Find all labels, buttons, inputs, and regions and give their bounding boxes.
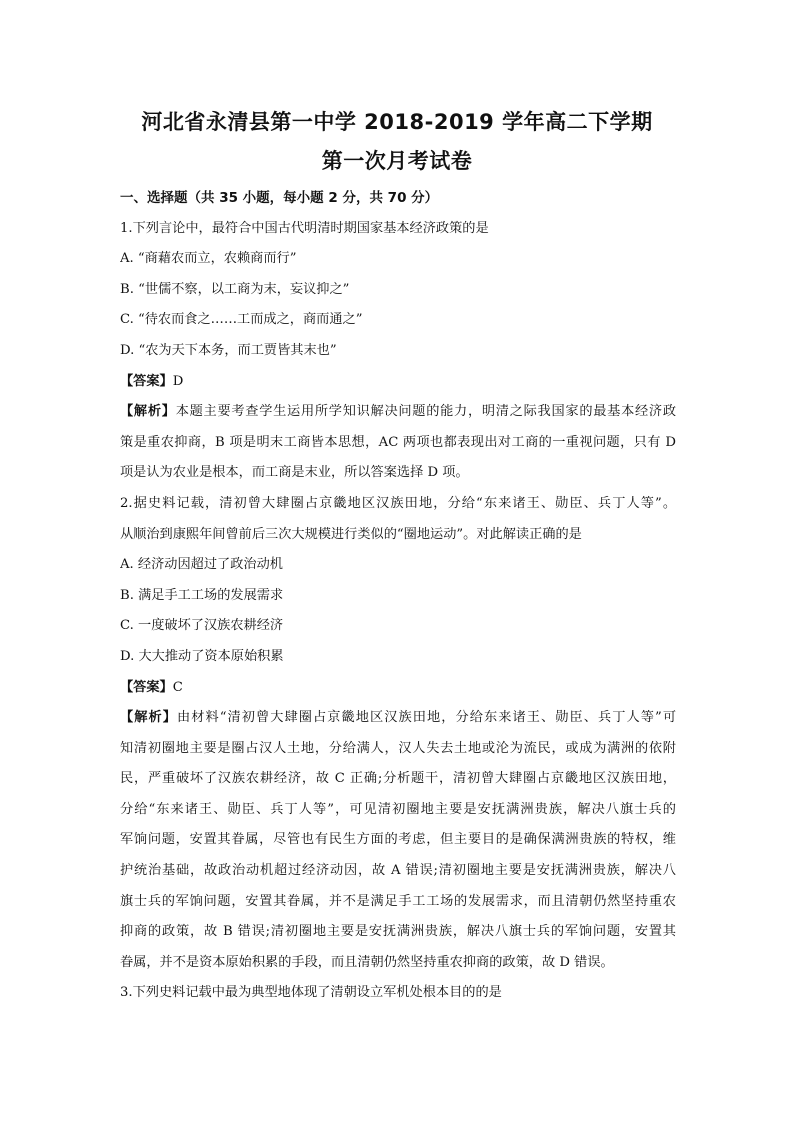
question-2-option-d: D. 大大推动了资本原始积累 — [120, 648, 284, 664]
question-1-option-b: B. “世儒不察，以工商为末，妄议抑之” — [120, 281, 350, 297]
question-1-option-c: C. “待农而食之……工而成之，商而通之” — [120, 312, 363, 328]
question-2-analysis-line: 眷属，并不是资本原始积累的手段，而且清朝仍然坚持重农抑商的政策，故 D 错误。 — [120, 954, 614, 970]
question-2-analysis-line: 分给“东来诸王、勋臣、兵丁人等”，可见清初圈地主要是安抚满洲贵族，解决八旗士兵的 — [120, 801, 676, 817]
section-heading: 一、选择题（共 35 小题，每小题 2 分，共 70 分） — [120, 190, 439, 206]
document-body — [120, 183, 676, 1009]
analysis-label: 【解析】 — [120, 404, 176, 420]
question-1-option-d: D. “农为天下本务，而工贾皆其末也” — [120, 342, 337, 358]
analysis-text: 由材料“清初曾大肆圈占京畿地区汉族田地，分给东来诸王、勋臣、兵丁人等”可 — [177, 710, 676, 726]
question-2-analysis-line: 民，严重破坏了汉族农耕经济，故 C 正确;分析题干，清初曾大肆圈占京畿地区汉族田地， — [120, 771, 676, 787]
analysis-label: 【解析】 — [120, 710, 177, 726]
question-2-analysis-line: 旗士兵的军饷问题，安置其眷属，并不是满足手工工场的发展需求，而且清朝仍然坚持重农 — [120, 893, 676, 909]
question-2-analysis-line: 护统治基础，故政治动机超过经济动因，故 A 错误;清初圈地主要是安抚满洲贵族，解决八 — [120, 863, 676, 879]
question-1-analysis-line: 项是认为农业是根本，而工商是末业，所以答案选择 D 项。 — [120, 465, 469, 481]
answer-label: 【答案】 — [120, 373, 173, 389]
answer-value: D — [172, 373, 184, 389]
answer-value: C — [172, 679, 183, 695]
question-2-analysis-line: 知清初圈地主要是圈占汉人土地，分给满人，汉人失去土地或沦为流民，或成为满洲的依附 — [120, 740, 676, 756]
document-title-line1: 河北省永清县第一中学 2018-2019 学年高二下学期 — [141, 110, 653, 134]
document-title-line2: 第一次月考试卷 — [321, 149, 473, 173]
question-1-analysis-line — [120, 397, 676, 428]
question-1-option-a: A. “商藉农而立，农赖商而行” — [120, 251, 297, 267]
question-2-stem: 从顺治到康熙年间曾前后三次大规模进行类似的“圈地运动”。对此解读正确的是 — [120, 526, 582, 542]
question-2-option-c: C. 一度破坏了汉族农耕经济 — [120, 618, 284, 634]
question-3-stem: 3.下列史料记载中最为典型地体现了清朝设立军机处根本目的的是 — [120, 985, 502, 1001]
question-2-answer — [120, 673, 676, 704]
question-1-analysis-line: 策是重农抑商，B 项是明末工商皆本思想，AC 两项也都表现出对工商的一重视问题，只有 D — [120, 434, 676, 450]
question-1-stem: 1.下列言论中，最符合中国古代明清时期国家基本经济政策的是 — [120, 220, 489, 236]
analysis-text: 本题主要考查学生运用所学知识解决问题的能力，明清之际我国家的最基本经济政 — [175, 404, 676, 420]
question-2-analysis-line: 抑商的政策，故 B 错误;清初圈地主要是安抚满洲贵族，解决八旗士兵的军饷问题，安置其 — [120, 924, 676, 940]
question-2-analysis-line — [120, 703, 676, 734]
question-2-analysis-line: 军饷问题，安置其眷属，尽管也有民生方面的考虑，但主要目的是确保满洲贵族的特权，维 — [120, 832, 676, 848]
answer-label: 【答案】 — [120, 679, 173, 695]
question-2-option-a: A. 经济动因超过了政治动机 — [120, 557, 283, 573]
question-2-option-b: B. 满足手工工场的发展需求 — [120, 587, 284, 603]
question-2-stem: 2.据史料记载，清初曾大肆圈占京畿地区汉族田地，分给“东来诸王、勋臣、兵丁人等”。 — [120, 495, 676, 511]
question-1-answer — [120, 367, 676, 398]
